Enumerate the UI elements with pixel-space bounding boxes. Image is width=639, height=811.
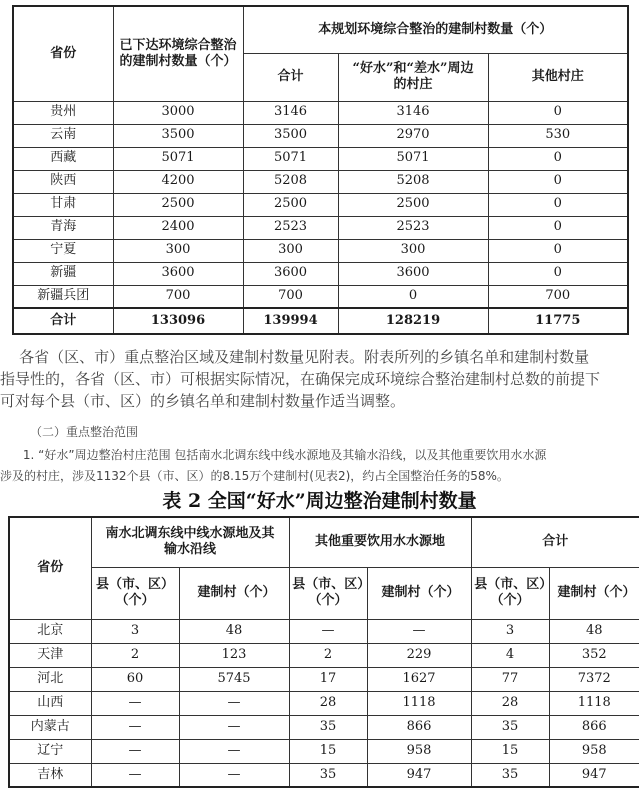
section-heading: （二）重点整治范围 — [30, 425, 139, 439]
cell-os-village: 1627 — [367, 667, 471, 691]
cell-province: 甘肃 — [13, 193, 113, 216]
cell-t-village: 1118 — [549, 691, 639, 715]
header-other: 其他村庄 — [488, 53, 628, 101]
header-plan-group: 本规划环境综合整治的建制村数量（个） — [243, 6, 628, 53]
cell-sn-county: — — [91, 763, 179, 787]
cell-os-county: 17 — [289, 667, 367, 691]
table-row — [13, 170, 628, 193]
cell-water: 5208 — [338, 170, 488, 193]
header-village: 建制村（个） — [549, 567, 639, 619]
table-row — [9, 739, 639, 763]
cell-t-county: 35 — [471, 763, 549, 787]
cell-os-county: 35 — [289, 763, 367, 787]
header-village: 建制村（个） — [179, 567, 289, 619]
cell-sn-county: 2 — [91, 643, 179, 667]
cell-total: 2500 — [243, 193, 338, 216]
cell-total: 5071 — [243, 147, 338, 170]
cell-sn-village: — — [179, 691, 289, 715]
cell-province: 河北 — [9, 667, 91, 691]
cell-t-county: 15 — [471, 739, 549, 763]
cell-sn-county: — — [91, 691, 179, 715]
cell-sn-village: — — [179, 763, 289, 787]
cell-os-county: 15 — [289, 739, 367, 763]
cell-os-village: 1118 — [367, 691, 471, 715]
cell-t-county: 4 — [471, 643, 549, 667]
table-row — [13, 193, 628, 216]
cell-os-village: — — [367, 619, 471, 643]
table-row — [9, 619, 639, 643]
table-row — [9, 763, 639, 787]
cell-os-county: 2 — [289, 643, 367, 667]
cell-province: 贵州 — [13, 101, 113, 124]
table-row — [9, 715, 639, 739]
cell-water: 2970 — [338, 124, 488, 147]
cell-water: 2500 — [338, 193, 488, 216]
header-county: 县（市、区）（个） — [471, 567, 549, 619]
cell-assigned: 700 — [113, 285, 243, 308]
cell-other: 0 — [488, 193, 628, 216]
table-row — [9, 643, 639, 667]
cell-sn-village: — — [179, 715, 289, 739]
header-province: 省份 — [13, 6, 113, 101]
cell-t-village: 352 — [549, 643, 639, 667]
header-total: 合计 — [471, 517, 639, 567]
table-row — [13, 239, 628, 262]
cell-water: 5071 — [338, 147, 488, 170]
table-row — [13, 285, 628, 308]
cell-total: 3500 — [243, 124, 338, 147]
cell-os-village: 958 — [367, 739, 471, 763]
header-assigned: 已下达环境综合整治的建制村数量（个） — [113, 6, 243, 101]
cell-province: 云南 — [13, 124, 113, 147]
cell-total: 2523 — [243, 216, 338, 239]
cell-province: 青海 — [13, 216, 113, 239]
header-province: 省份 — [9, 517, 91, 619]
total-label: 合计 — [13, 308, 113, 334]
cell-assigned: 3000 — [113, 101, 243, 124]
cell-sn-village: — — [179, 739, 289, 763]
cell-province: 西藏 — [13, 147, 113, 170]
header-county: 县（市、区）（个） — [289, 567, 367, 619]
header-south-north: 南水北调东线中线水源地及其输水沿线 — [91, 517, 289, 567]
total-assigned: 133096 — [113, 308, 243, 334]
cell-province: 新疆 — [13, 262, 113, 285]
cell-other: 0 — [488, 216, 628, 239]
header-other-sources: 其他重要饮用水水源地 — [289, 517, 471, 567]
total-total: 139994 — [243, 308, 338, 334]
cell-other: 0 — [488, 147, 628, 170]
cell-total: 3146 — [243, 101, 338, 124]
cell-t-village: 7372 — [549, 667, 639, 691]
cell-assigned: 3500 — [113, 124, 243, 147]
cell-total: 5208 — [243, 170, 338, 193]
cell-province: 北京 — [9, 619, 91, 643]
cell-t-village: 48 — [549, 619, 639, 643]
cell-total: 300 — [243, 239, 338, 262]
cell-province: 吉林 — [9, 763, 91, 787]
cell-os-village: 947 — [367, 763, 471, 787]
cell-total: 700 — [243, 285, 338, 308]
cell-sn-county: 60 — [91, 667, 179, 691]
header-total: 合计 — [243, 53, 338, 101]
table-row — [13, 262, 628, 285]
cell-assigned: 3600 — [113, 262, 243, 285]
table-row — [13, 124, 628, 147]
cell-province: 辽宁 — [9, 739, 91, 763]
header-good-bad-water: “好水”和“差水”周边的村庄 — [338, 53, 488, 101]
cell-t-village: 866 — [549, 715, 639, 739]
cell-assigned: 300 — [113, 239, 243, 262]
cell-province: 山西 — [9, 691, 91, 715]
cell-other: 700 — [488, 285, 628, 308]
cell-water: 0 — [338, 285, 488, 308]
cell-t-county: 28 — [471, 691, 549, 715]
cell-other: 0 — [488, 170, 628, 193]
cell-os-village: 229 — [367, 643, 471, 667]
table-row — [9, 691, 639, 715]
cell-os-county: 35 — [289, 715, 367, 739]
cell-assigned: 2500 — [113, 193, 243, 216]
header-county: 县（市、区）（个） — [91, 567, 179, 619]
cell-assigned: 2400 — [113, 216, 243, 239]
cell-assigned: 4200 — [113, 170, 243, 193]
table-2 — [8, 516, 639, 788]
cell-province: 陕西 — [13, 170, 113, 193]
total-other: 11775 — [488, 308, 628, 334]
cell-sn-county: — — [91, 739, 179, 763]
table-row — [9, 667, 639, 691]
cell-other: 530 — [488, 124, 628, 147]
total-row — [13, 308, 628, 334]
paragraph-adjustment: 各省（区、市）重点整治区域及建制村数量见附表。附表所列的乡镇名单和建制村数量 指导性的，各省（区、市）可根据实际情况，在确保完成环境综合整治建制村总数的前提下 可对每个县（市、区）的乡镇名单和建制村数量作适当调整。 — [0, 348, 601, 410]
cell-t-county: 3 — [471, 619, 549, 643]
header-village: 建制村（个） — [367, 567, 471, 619]
cell-water: 300 — [338, 239, 488, 262]
cell-t-village: 947 — [549, 763, 639, 787]
cell-t-county: 77 — [471, 667, 549, 691]
cell-province: 宁夏 — [13, 239, 113, 262]
cell-os-village: 866 — [367, 715, 471, 739]
table-row — [13, 147, 628, 170]
cell-other: 0 — [488, 239, 628, 262]
cell-sn-village: 123 — [179, 643, 289, 667]
cell-t-village: 958 — [549, 739, 639, 763]
cell-assigned: 5071 — [113, 147, 243, 170]
cell-t-county: 35 — [471, 715, 549, 739]
paragraph-scope: 1. “好水”周边整治村庄范围 包括南水北调东线中线水源地及其输水沿线，以及其他重要饮用水水源 涉及的村庄，涉及1132个县（市、区）的8.15万个建制村(见表2)，约占全国整治任务的58%。 — [0, 448, 547, 483]
cell-sn-village: 5745 — [179, 667, 289, 691]
cell-province: 天津 — [9, 643, 91, 667]
cell-other: 0 — [488, 101, 628, 124]
cell-sn-village: 48 — [179, 619, 289, 643]
cell-os-county: — — [289, 619, 367, 643]
cell-water: 3600 — [338, 262, 488, 285]
table-row — [13, 216, 628, 239]
cell-province: 新疆兵团 — [13, 285, 113, 308]
cell-total: 3600 — [243, 262, 338, 285]
cell-os-county: 28 — [289, 691, 367, 715]
table-1 — [12, 5, 629, 335]
cell-other: 0 — [488, 262, 628, 285]
table-row — [13, 101, 628, 124]
total-water: 128219 — [338, 308, 488, 334]
table-2-title: 表 2 全国“好水”周边整治建制村数量 — [162, 490, 477, 512]
cell-province: 内蒙古 — [9, 715, 91, 739]
cell-sn-county: — — [91, 715, 179, 739]
cell-water: 3146 — [338, 101, 488, 124]
cell-water: 2523 — [338, 216, 488, 239]
cell-sn-county: 3 — [91, 619, 179, 643]
